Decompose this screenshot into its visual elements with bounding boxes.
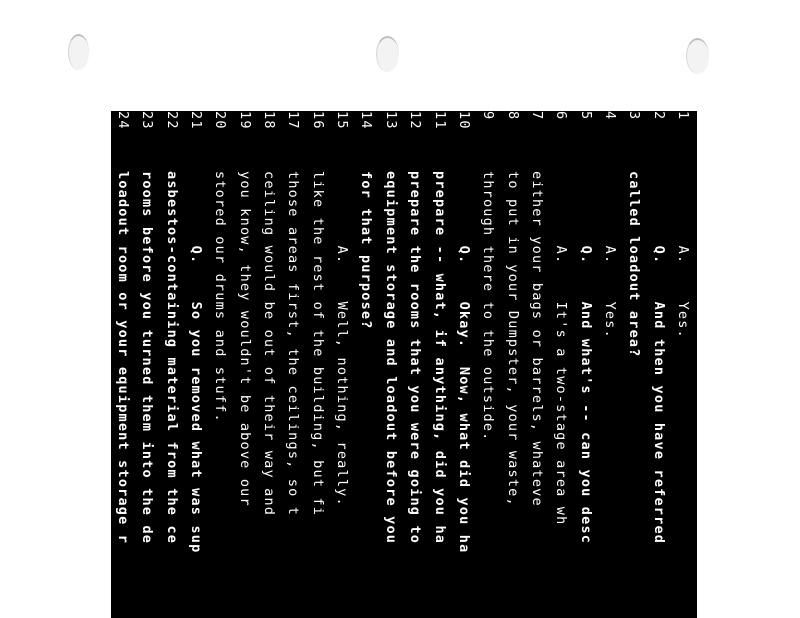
line-number: 23 bbox=[139, 111, 156, 130]
transcript-line bbox=[549, 111, 573, 618]
transcript-line bbox=[428, 111, 452, 618]
line-text: rooms before you turned them into the de bbox=[139, 171, 156, 545]
line-number: 21 bbox=[188, 111, 204, 130]
line-number: 19 bbox=[236, 111, 253, 130]
transcript-line bbox=[330, 111, 354, 618]
line-number: 17 bbox=[285, 111, 302, 130]
transcript-line bbox=[184, 111, 208, 618]
transcript-line bbox=[208, 111, 232, 618]
transcript-line bbox=[306, 111, 330, 618]
line-text: ceiling would be out of their way and bbox=[261, 171, 278, 517]
line-text: called loadout area? bbox=[626, 171, 643, 358]
line-number: 18 bbox=[261, 111, 278, 130]
line-number: 8 bbox=[504, 111, 521, 121]
transcript-line bbox=[598, 111, 622, 618]
line-text: A. Well, nothing, really. bbox=[334, 171, 351, 507]
line-number: 1 bbox=[675, 111, 691, 121]
line-number: 3 bbox=[626, 111, 643, 121]
transcript-line bbox=[574, 111, 598, 618]
transcript-line bbox=[647, 111, 671, 618]
line-text: either your bags or barrels, whateve bbox=[528, 171, 545, 507]
transcript-line bbox=[354, 111, 378, 618]
line-text: stored our drums and stuff. bbox=[212, 171, 229, 423]
transcript-line bbox=[452, 111, 476, 618]
transcript-line bbox=[671, 111, 695, 618]
line-number: 20 bbox=[212, 111, 229, 130]
line-number: 4 bbox=[601, 111, 618, 121]
line-number: 14 bbox=[358, 111, 375, 130]
line-text: Q. And what's -- can you desc bbox=[577, 171, 594, 545]
line-text: for that purpose? bbox=[358, 171, 375, 330]
transcript-line bbox=[403, 111, 427, 618]
line-text: A. Yes. bbox=[675, 171, 691, 339]
line-number: 24 bbox=[114, 111, 131, 130]
line-number: 12 bbox=[407, 111, 424, 130]
line-text: Q. So you removed what was sup bbox=[188, 171, 204, 554]
line-number: 5 bbox=[577, 111, 594, 121]
line-text: to put in your Dumpster, your waste, bbox=[504, 171, 521, 507]
line-text: Q. And then you have referred bbox=[650, 171, 667, 545]
line-number: 10 bbox=[455, 111, 472, 130]
punch-hole-left bbox=[68, 34, 89, 70]
transcript-line bbox=[233, 111, 257, 618]
line-number: 16 bbox=[309, 111, 326, 130]
line-number: 7 bbox=[528, 111, 545, 121]
transcript-line bbox=[501, 111, 525, 618]
line-text: A. Yes. bbox=[601, 171, 618, 339]
line-text: equipment storage and loadout before you bbox=[382, 171, 399, 545]
line-text: asbestos-containing material from the ce bbox=[163, 171, 180, 545]
transcript-line bbox=[281, 111, 305, 618]
line-text: loadout room or your equipment storage r bbox=[114, 171, 131, 545]
line-text: those areas first, the ceilings, so t bbox=[285, 171, 302, 517]
line-text: through there to the outside. bbox=[480, 171, 497, 442]
line-text: prepare -- what, if anything, did you ha bbox=[431, 171, 448, 545]
line-number: 22 bbox=[163, 111, 180, 130]
transcript-line bbox=[622, 111, 646, 618]
transcript-line bbox=[257, 111, 281, 618]
transcript-page bbox=[111, 111, 697, 618]
line-text: you know, they wouldn't be above our bbox=[236, 171, 253, 507]
line-number: 9 bbox=[480, 111, 497, 121]
transcript-line bbox=[525, 111, 549, 618]
transcript-line bbox=[476, 111, 500, 618]
line-text: Q. Okay. Now, what did you ha bbox=[455, 171, 472, 554]
transcript-line bbox=[111, 111, 135, 618]
line-text: A. It's a two-stage area wh bbox=[553, 171, 570, 526]
punch-hole-right bbox=[686, 38, 709, 74]
line-text: like the rest of the building, but fi bbox=[309, 171, 326, 517]
line-number: 13 bbox=[382, 111, 399, 130]
line-number: 2 bbox=[650, 111, 667, 121]
transcript-line bbox=[135, 111, 159, 618]
punch-hole-center bbox=[376, 36, 399, 72]
line-number: 15 bbox=[334, 111, 351, 130]
transcript-line bbox=[160, 111, 184, 618]
transcript-line bbox=[379, 111, 403, 618]
line-text: prepare the rooms that you were going to bbox=[407, 171, 424, 545]
line-number: 11 bbox=[431, 111, 448, 130]
line-number: 6 bbox=[553, 111, 570, 121]
